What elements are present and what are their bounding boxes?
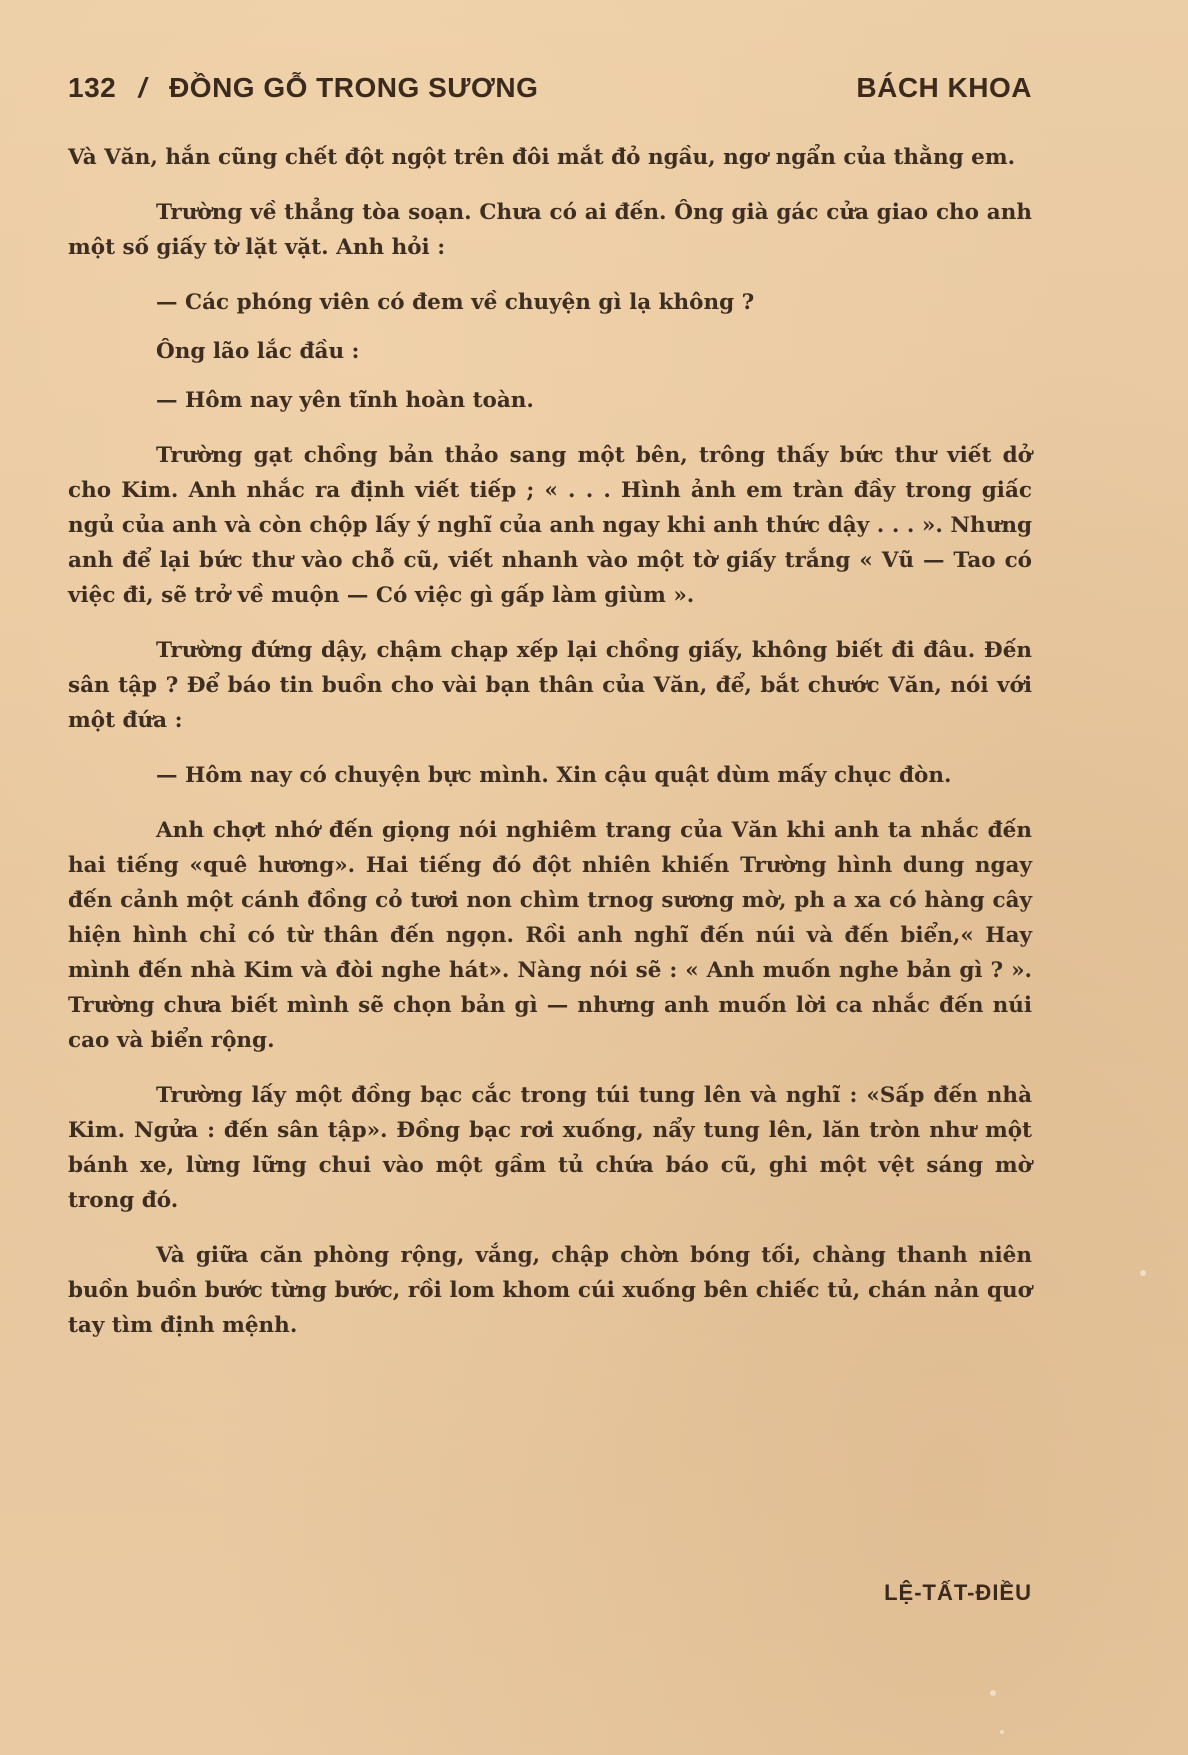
- paragraph: Anh chợt nhớ đến giọng nói nghiêm trang của Văn khi anh ta nhắc đến hai tiếng «quê hương». Hai tiếng đó đột nhiên khiến Trường hình dung ngay đến cảnh một cánh đồng cỏ tươi non chìm trnog sương mờ, ph a xa có hàng cây hiện hình chỉ có từ thân đến ngọn. Rồi anh nghĩ đến núi và đến biển,« Hay mình đến nhà Kim và đòi nghe hát». Nàng nói sẽ : « Anh muốn nghe bản gì ? ». Trường chưa biết mình sẽ chọn bản gì — nhưng anh muốn lời ca nhắc đến núi cao và biển rộng.: [68, 818, 1032, 1053]
- header-separator: /: [138, 72, 147, 103]
- paragraph: Và giữa căn phòng rộng, vắng, chập chờn bóng tối, chàng thanh niên buồn buồn bước từng bước, rồi lom khom cúi xuống bên chiếc tủ, chán nản quơ tay tìm định mệnh.: [68, 1243, 1032, 1338]
- dialog-line: — Các phóng viên có đem về chuyện gì lạ không ?: [156, 290, 755, 315]
- article-title: ĐỒNG GỖ TRONG SƯƠNG: [169, 72, 539, 103]
- paragraph: Trường về thẳng tòa soạn. Chưa có ai đến. Ông già gác cửa giao cho anh một số giấy tờ lặt vặt. Anh hỏi :: [68, 200, 1032, 260]
- header-left: [68, 72, 552, 104]
- paragraph: Trường đứng dậy, chậm chạp xếp lại chồng giấy, không biết đi đâu. Đến sân tập ? Để báo tin buồn cho vài bạn thân của Văn, để, bắt chước Văn, nói với một đứa :: [68, 638, 1032, 733]
- running-header: [68, 72, 1032, 112]
- page-number: 132: [68, 72, 117, 103]
- article-body: [68, 140, 1032, 1363]
- paper-speck: [1000, 1730, 1004, 1734]
- paragraph: Trường gạt chồng bản thảo sang một bên, trông thấy bức thư viết dở cho Kim. Anh nhắc ra định viết tiếp ; « . . . Hình ảnh em tràn đầy trong giấc ngủ của anh và còn chộp lấy ý nghĩ của anh ngay khi anh thức dậy . . . ». Nhưng anh để lại bức thư vào chỗ cũ, viết nhanh vào một tờ giấy trắng « Vũ — Tao có việc đi, sẽ trở về muộn — Có việc gì gấp làm giùm ».: [68, 443, 1032, 608]
- author-signature: LỆ-TẤT-ĐIỀU: [884, 1580, 1032, 1605]
- dialog-line: — Hôm nay có chuyện bực mình. Xin cậu quật dùm mấy chục đòn.: [156, 763, 952, 788]
- dialog-line: — Hôm nay yên tĩnh hoàn toàn.: [156, 388, 534, 413]
- paragraph: Trường lấy một đồng bạc cắc trong túi tung lên và nghĩ : «Sấp đến nhà Kim. Ngửa : đến sân tập». Đồng bạc rơi xuống, nẩy tung lên, lăn tròn như một bánh xe, lừng lững chui vào một gầm tủ chứa báo cũ, ghi một vệt sáng mờ trong đó.: [68, 1083, 1032, 1213]
- paper-speck: [1140, 1270, 1146, 1276]
- magazine-name: BÁCH KHOA: [856, 72, 1032, 103]
- paragraph: Ông lão lắc đầu :: [156, 339, 360, 364]
- paper-speck: [990, 1690, 996, 1696]
- paragraph: Và Văn, hắn cũng chết đột ngột trên đôi mắt đỏ ngầu, ngơ ngẩn của thằng em.: [68, 145, 1016, 170]
